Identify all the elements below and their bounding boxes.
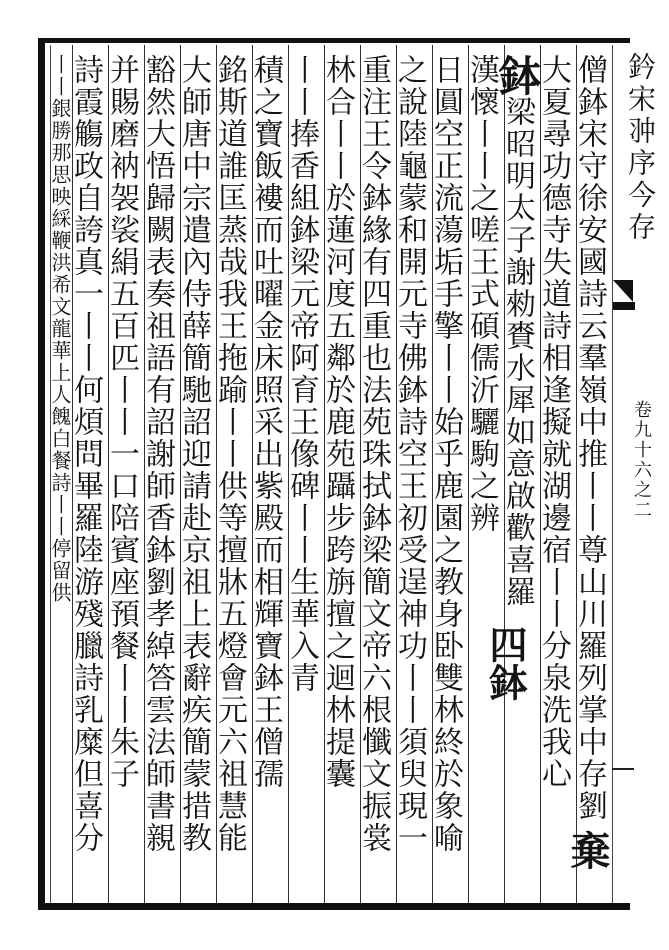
entry-text: 梁昭明太子謝勑賚水犀如意啟歡喜羅 xyxy=(500,96,535,608)
text-column: 大夏尋功德寺失道詩相逢擬就湖邊宿丨丨分泉洗我心 xyxy=(536,54,571,790)
frame-left-border xyxy=(38,38,45,910)
entry-heading: 鉢 xyxy=(493,54,542,96)
banxin-mark xyxy=(612,768,634,770)
text-column: 詩霞觴政自誇真一丨丨何煩問畢羅陸游殘臘詩乳糜但喜分 xyxy=(68,54,103,854)
text-column: 銘斯道誰匡蒸哉我王拖踰丨丨供等擅牀五燈會元六祖慧能 xyxy=(212,54,247,854)
volume-label: 卷九十六之二 xyxy=(631,400,652,520)
margin-character: 棄 xyxy=(564,830,611,870)
text-column: 豁然大悟歸闕表奏祖語有詔謝師香鉢劉孝綽答雲法師書親 xyxy=(140,54,175,854)
text-column: 丨丨銀勝那思映綵鞭洪希文龍華上人餽白餐詩丨丨停留供 xyxy=(48,54,72,604)
text-column: 積之寶飯褸而吐曜金床照采出紫殿而相輝寶鉢王僧孺 xyxy=(248,54,283,790)
book-title: 鈐宋𠁨序今存 xyxy=(624,52,657,244)
text-column: 重注王令鉢緣有四重也法苑珠拭鉢梁簡文帝六根懺文振裳 xyxy=(356,54,391,854)
text-column: 大師唐中宗遣內侍薛簡馳詔迎請赴京祖上表辭疾簡蒙措教 xyxy=(176,54,211,854)
text-column: 僧鉢宋守徐安國詩云羣嶺中推丨丨尊山川羅列掌中存劉 xyxy=(572,54,607,822)
frame-top-border xyxy=(40,38,630,43)
text-column: 之說陸龜蒙和開元寺佛鉢詩空王初受逞神功丨丨須臾現一 xyxy=(392,54,427,854)
text-column: 并賜磨衲袈裟絹五百匹丨丨一口陪賓座預餐丨丨朱子 xyxy=(104,54,139,790)
fishtail-bar xyxy=(613,302,635,310)
entry-heading: 四鉢 xyxy=(483,625,528,701)
text-column: 丨丨捧香組鉢梁元帝阿育王像碑丨丨生華入青 xyxy=(284,54,319,694)
banxin-line xyxy=(612,45,613,903)
text-column: 漢懷丨丨之嗟王式碩儒沂驪駒之辨 xyxy=(464,54,499,534)
text-column: 日圓空正流蕩垢手擎丨丨始乎鹿園之教身卧雙林終於象喻 xyxy=(428,54,463,854)
text-column: 林合丨丨於蓮河度五鄰於鹿苑躡步跨旃擅之迴林提囊 xyxy=(320,54,355,790)
frame-bottom-border xyxy=(40,903,630,910)
